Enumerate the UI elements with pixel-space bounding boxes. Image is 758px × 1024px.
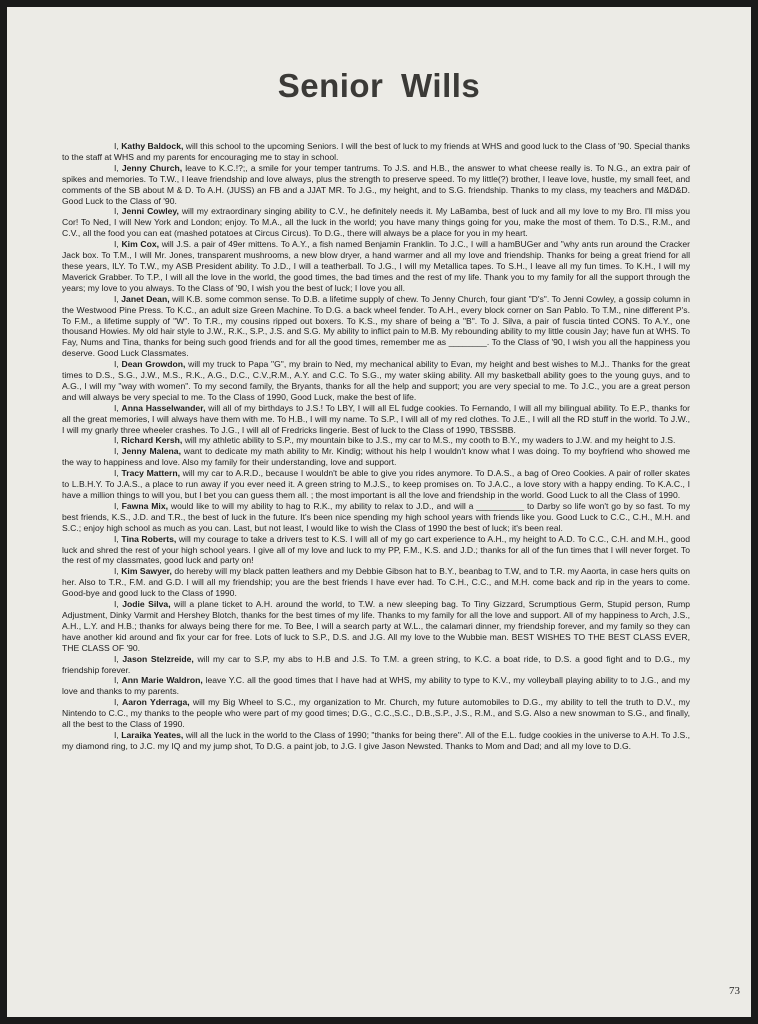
will-prefix: I,	[114, 468, 122, 479]
will-paragraph	[62, 403, 690, 436]
will-paragraph	[62, 435, 690, 446]
page-number: 73	[729, 985, 740, 997]
will-text: will my car to A.R.D., because I wouldn't be able to give you rides anymore. To D.A.S., a bag of Oreo Cookies. A pair of roller skates to L.B.H.Y. To J.A.S., a place to run away if you ever need it. A green string to M.J.S., to keep promises on. To J.A.C., a love story with a happy ending. To K.A.C., I have a million things to will you, but I bet you can guess them all. ; the most important is all the love and friendship in the world. Good Luck to all the Class of 1990.	[62, 468, 690, 500]
senior-name: Tina Roberts,	[121, 533, 177, 544]
will-text: leave Y.C. all the good times that I have had at WHS, my ability to type to K.V., my volleyball playing ability to to J.G., and my love and thanks to my parents.	[62, 675, 690, 697]
will-prefix: I,	[114, 729, 122, 740]
will-paragraph	[62, 446, 690, 468]
will-prefix: I,	[114, 162, 122, 173]
will-prefix: I,	[114, 599, 123, 610]
will-paragraph	[62, 501, 690, 534]
senior-name: Jason Stelzreide,	[122, 653, 194, 664]
will-text: will this school to the upcoming Seniors. I will the best of luck to my friends at WHS and good luck to the Class of '90. Special thanks to the staff at WHS and my parents for encouraging me to stay in school.	[62, 141, 690, 162]
will-text: would like to will my ability to hag to R.K., my ability to relax to J.D., and will a __________ to Darby so life won't go by so fast. To my best friends, K.S., J.D. and T.R., the best of luck in the future. It's been nice spending my high school years with friends like you. Good Luck to C.C., C.H., M.H. and S.C.; enjoy high school as much as you can. Last, but not least, I would like to wish the Class of 1990 the best of luck; it's been real.	[62, 500, 690, 533]
will-paragraph	[62, 566, 690, 599]
will-paragraph	[62, 534, 690, 567]
will-text: will all of my birthdays to J.S.! To LBY, I will all EL fudge cookies. To Fernando, I will all my bilingual ability. To E.P., thanks for all the great memories, I will always have them with me. To H.B., I will my name. To S.P., I will all of my red clothes. To J.E., I will all the RD stuff in the world. To J.W., I will my gnarly three wheeler crashes. To J.G., I will all of Fredricks lingerie. Best of luck to the Class of 1990, TBSSBB.	[62, 402, 691, 435]
will-paragraph	[62, 675, 690, 697]
will-prefix: I,	[114, 402, 122, 413]
senior-name: Jodie Silva,	[122, 599, 171, 610]
will-text: do hereby will my black patten leathers and my Debbie Gibson hat to B.Y., beanbag to T.W, and to T.R. my Aaorta, in case hers quits on her. Also to T.R., F.M. and G.D. I will all my friendship; you are the best friends I have ever had. To C.H., C.C., and M.H. come back and rip in the years to come. Good-bye and good luck to the Class of 1990.	[62, 566, 690, 599]
will-paragraph	[62, 468, 690, 501]
will-text: leave to K.C.!?;, a smile for your temper tantrums. To J.S. and H.B., the answer to what cheese really is. To N.G., an extra pair of spikes and memories. To T.W., I leave friendship and love always, plus the strength to preserve speed. To my little(?) brother, I leave love, hustle, my small feet, and comments of the SB about M & D. To A.H. (JUSS) an FB and a JJAT MR. To J.G., my height, and to S.G. friendship. Thanks to my class, my teachers and M&D&D. Good Luck to the Class of '90.	[62, 162, 690, 206]
will-text: will my car to S.P, my abs to H.B and J.S. To T.M. a green string, to K.C. a boat ride, to D.S. a good fight and to D.G., my friendship forever.	[62, 653, 690, 675]
will-prefix: I,	[114, 435, 122, 446]
will-paragraph	[62, 141, 690, 163]
will-paragraph	[62, 654, 690, 676]
senior-name: Jenny Church,	[121, 162, 183, 173]
yearbook-page	[7, 7, 751, 1017]
will-text: will my truck to Papa "G", my brain to Ned, my mechanical ability to Evan, my height and best wishes to M.J.. Thanks for the great times to D.S., S.G., J.W., M.S., R.K., A.G., D.C., C.V.,R.M., A.Y. and C.C. To S.G., my water skiing ability. All my basketball ability goes to the young guys, and to A.G., I will my "way with women". To my second family, the Bryants, thanks for all the help and support; you are very special to me. To J.C., you are a great person and will always be very special to me. To the Class of 1990, Good Luck, make the best of life.	[62, 359, 690, 402]
senior-name: Anna Hasselwander,	[121, 402, 206, 413]
will-paragraph	[62, 239, 690, 294]
will-text: will J.S. a pair of 49er mittens. To A.Y., a fish named Benjamin Franklin. To J.C., I will a hamBUGer and "why ants run around the Cracker Jack box. To T.M., I will Mr. Jones, transparent mushrooms, a new blow dryer, a hand warmer and all my love and friendship. Thanks for being a great friend for all these years, ILY. To T.W., my ASB President ability. To J.D., I will a teatherball. To J.G., I will my Metallica tapes. To S.H., I leave all my fun times. To K.H., I will my Maverick Grabber. To T.P., I will all the love in the world, the good times, the bad times and the rest of my life. Thank you to my family for all the support through the years; my love to you always. To the Class of '90, I wish you the best of luck; I love you all.	[62, 239, 690, 293]
senior-name: Janet Dean,	[121, 293, 170, 304]
will-paragraph	[62, 730, 690, 752]
will-text: will my extraordinary singing ability to C.V., he definitely needs it. My LaBamba, best of luck and all my love to my Bro. I'll miss you Cor! To Ned, I will New York and London; enjoy. To M.A., all the luck in the world; you have many things going for you, make the most of them. To D.S., R.M., and C.V., all the food you can eat (mashed potatoes at Circus Circus). To D.G., there will always be a place for you in my heart.	[62, 206, 691, 239]
senior-name: Laraika Yeates,	[121, 729, 184, 740]
will-prefix: I,	[114, 653, 123, 664]
page-title: Senior Wills	[277, 67, 481, 104]
will-text: will a plane ticket to A.H. around the world, to T.W. a new sleeping bag. To Tiny Gizzard, Scrumptious Germ, Stupid person, Rump Adjustment, Dinky Varmit and Hershey Blotch, thanks for the best times of my life. Thanks to my family for all the love and support. All of my happiness to Arch, J.S., A.H., L.Y. and H.B.; thanks for always being there for me. To Bee, I will a search party at W.L., the calamari dinner, my friendship forever, and my family so they can have another kid around and fix your car for free. Lots of luck to S.P., D.S. and J.G. All my love to the Wubbie man. BEST WISHES TO THE BEST CLASS EVER, THE CLASS OF '90.	[62, 599, 691, 653]
senior-name: Kim Cox,	[121, 239, 160, 250]
will-prefix: I,	[114, 293, 122, 304]
senior-name: Tracy Mattern,	[121, 468, 180, 479]
will-paragraph	[62, 206, 690, 239]
will-prefix: I,	[114, 533, 122, 544]
will-paragraph	[62, 359, 690, 403]
will-prefix: I,	[114, 500, 122, 511]
will-text: will all the luck in the world to the Class of 1990; "thanks for being there". All of the E.L. fudge cookies in the universe to A.H. To J.S., my diamond ring, to J.C. my IQ and my jump shot, To D.G. a paint job, to J.G. I give Jason Newsted. Thanks to Mom and Dad; and all my love to D.G.	[62, 729, 690, 751]
will-prefix: I,	[114, 141, 122, 151]
will-prefix: I,	[114, 446, 122, 457]
senior-name: Dean Growdon,	[121, 359, 186, 370]
senior-name: Ann Marie Waldron,	[121, 675, 203, 686]
will-paragraph	[62, 599, 690, 654]
will-paragraph	[62, 163, 690, 207]
senior-name: Aaron Yderraga,	[122, 697, 190, 708]
wills-body	[62, 141, 690, 752]
will-text: will my athletic ability to S.P., my mountain bike to J.S., my car to M.S., my cooth to B.Y., my waders to J.W. and my height to J.S.	[182, 435, 676, 446]
senior-name: Kathy Baldock,	[121, 141, 184, 151]
senior-name: Fawna Mix,	[121, 500, 168, 511]
will-paragraph	[62, 294, 690, 359]
will-prefix: I,	[114, 566, 122, 577]
will-text: want to dedicate my math ability to Mr. Kindig; without his help I wouldn't know what I was doing. To my boyfriend who showed me the way to happiness and love. Also my family for their understanding, love and support.	[62, 446, 691, 468]
will-paragraph	[62, 697, 690, 730]
will-prefix: I,	[114, 675, 122, 686]
senior-name: Kim Sawyer,	[121, 566, 172, 577]
will-prefix: I,	[114, 206, 122, 217]
will-text: will my courage to take a drivers test to K.S. I will all of my go cart experience to A.H., my height to A.D. To C.C., C.H. and M.H., good luck and shred the rest of your high school years. I give all of my love and luck to my PP, F.M., K.S. and J.D.; thanks for all of the fun times that I will never forget. To the rest of my classmates, good luck and party on!	[62, 533, 690, 566]
senior-name: Jenny Malena,	[121, 446, 181, 457]
senior-name: Richard Kersh,	[121, 435, 183, 446]
will-text: will my Big Wheel to S.C., my organization to Mr. Church, my future automobiles to D.G., my ability to tell the truth to D.V., my Nintendo to C.C., my thanks to the people who were part of my good times; D.G., C.C.,S.C., D.B.,S.P., J.S., R.M., and S.G. Also a new snowman to S.G., and finally, all the best to the Class of 1990.	[62, 697, 690, 730]
will-text: will K.B. some common sense. To D.B. a lifetime supply of chew. To Jenny Church, four giant "D's". To Jenni Cowley, a gossip column in the Westwood Pine Press. To K.C., an adult size Green Machine. To D.G. a back wheel fender. To A.H., every block corner on San Pablo. To T.M., nine different P's. To F.M., a lifetime supply of "W". To T.R., my cousins ripped out boxers. To K.S., my share of being a "B". To J. Silva, a pair of fuscia tinted CONS. To A.Y., one thousand Howies. My old hair style to J.W., R.K., S.P., J.S. and S.G. My ability to inflict pain to M.B. My rebounding ability to my little cousin Jay; have fun at WHS. To Fay, Nums and Tina, thanks for being such good friends and for all the good times, remember me as ________. To the Class of '90, I wish you all the happiness you deserve. Good Luck Classmates.	[62, 293, 690, 359]
senior-name: Jenni Cowley,	[121, 206, 179, 217]
will-prefix: I,	[114, 697, 123, 708]
will-prefix: I,	[114, 359, 122, 370]
will-prefix: I,	[114, 239, 122, 250]
